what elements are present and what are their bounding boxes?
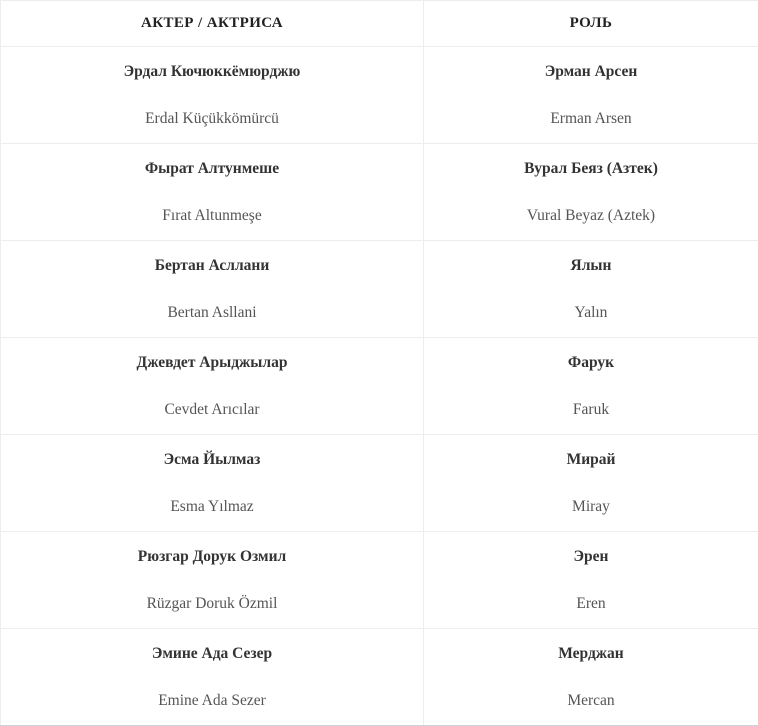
role-cell	[424, 144, 758, 241]
actor-cell	[1, 629, 424, 726]
actor-name-latin: Bertan Asllani	[167, 304, 257, 321]
actor-name-latin: Cevdet Arıcılar	[164, 401, 260, 418]
role-cell	[424, 435, 758, 532]
actor-name-cyrillic: Эсма Йылмаз	[163, 451, 261, 468]
header-cell-actor: АКТЕР / АКТРИСА	[1, 1, 424, 47]
role-cell	[424, 47, 758, 144]
actor-name-cyrillic: Эрдал Кючюккёмюрджю	[123, 63, 301, 80]
role-name-cyrillic: Вурал Беяз (Азтек)	[524, 160, 658, 177]
actor-name-latin: Erdal Küçükkömürcü	[145, 110, 279, 127]
header-cell-role: РОЛЬ	[424, 1, 758, 47]
role-cell	[424, 532, 758, 629]
role-cell	[424, 629, 758, 726]
table-row	[1, 338, 758, 435]
role-cell	[424, 241, 758, 338]
actor-cell	[1, 144, 424, 241]
table-row	[1, 241, 758, 338]
actor-name-latin: Esma Yılmaz	[170, 498, 254, 515]
role-cell	[424, 338, 758, 435]
role-name-latin: Erman Arsen	[550, 110, 632, 127]
role-name-latin: Eren	[576, 595, 606, 612]
role-name-cyrillic: Ялын	[570, 257, 612, 274]
role-name-cyrillic: Эрен	[573, 548, 609, 565]
actor-name-cyrillic: Рюзгар Дорук Озмил	[137, 548, 287, 565]
table-header-row	[1, 1, 758, 47]
table-row	[1, 144, 758, 241]
actor-name-latin: Fırat Altunmeşe	[162, 207, 262, 224]
table-row	[1, 47, 758, 144]
role-name-latin: Vural Beyaz (Aztek)	[526, 207, 656, 224]
actor-name-latin: Rüzgar Doruk Özmil	[146, 595, 278, 612]
table-row	[1, 435, 758, 532]
actor-name-cyrillic: Фырат Алтунмеше	[144, 160, 280, 177]
actor-name-cyrillic: Эмине Ада Сезер	[151, 645, 273, 662]
role-name-latin: Mercan	[567, 692, 615, 709]
actor-name-cyrillic: Джевдет Арыджылар	[136, 354, 288, 371]
actor-name-latin: Emine Ada Sezer	[158, 692, 266, 709]
role-name-cyrillic: Мерджан	[558, 645, 624, 662]
role-name-cyrillic: Эрман Арсен	[544, 63, 638, 80]
role-name-latin: Faruk	[572, 401, 610, 418]
role-name-latin: Yalın	[574, 304, 608, 321]
table-row	[1, 532, 758, 629]
actor-cell	[1, 435, 424, 532]
actor-cell	[1, 241, 424, 338]
actor-cell	[1, 47, 424, 144]
actor-cell	[1, 532, 424, 629]
role-name-cyrillic: Фарук	[567, 354, 615, 371]
role-name-latin: Miray	[572, 498, 610, 515]
role-name-cyrillic: Мирай	[566, 451, 616, 468]
actor-name-cyrillic: Бертан Асллани	[154, 257, 270, 274]
actor-cell	[1, 338, 424, 435]
table-row	[1, 629, 758, 726]
